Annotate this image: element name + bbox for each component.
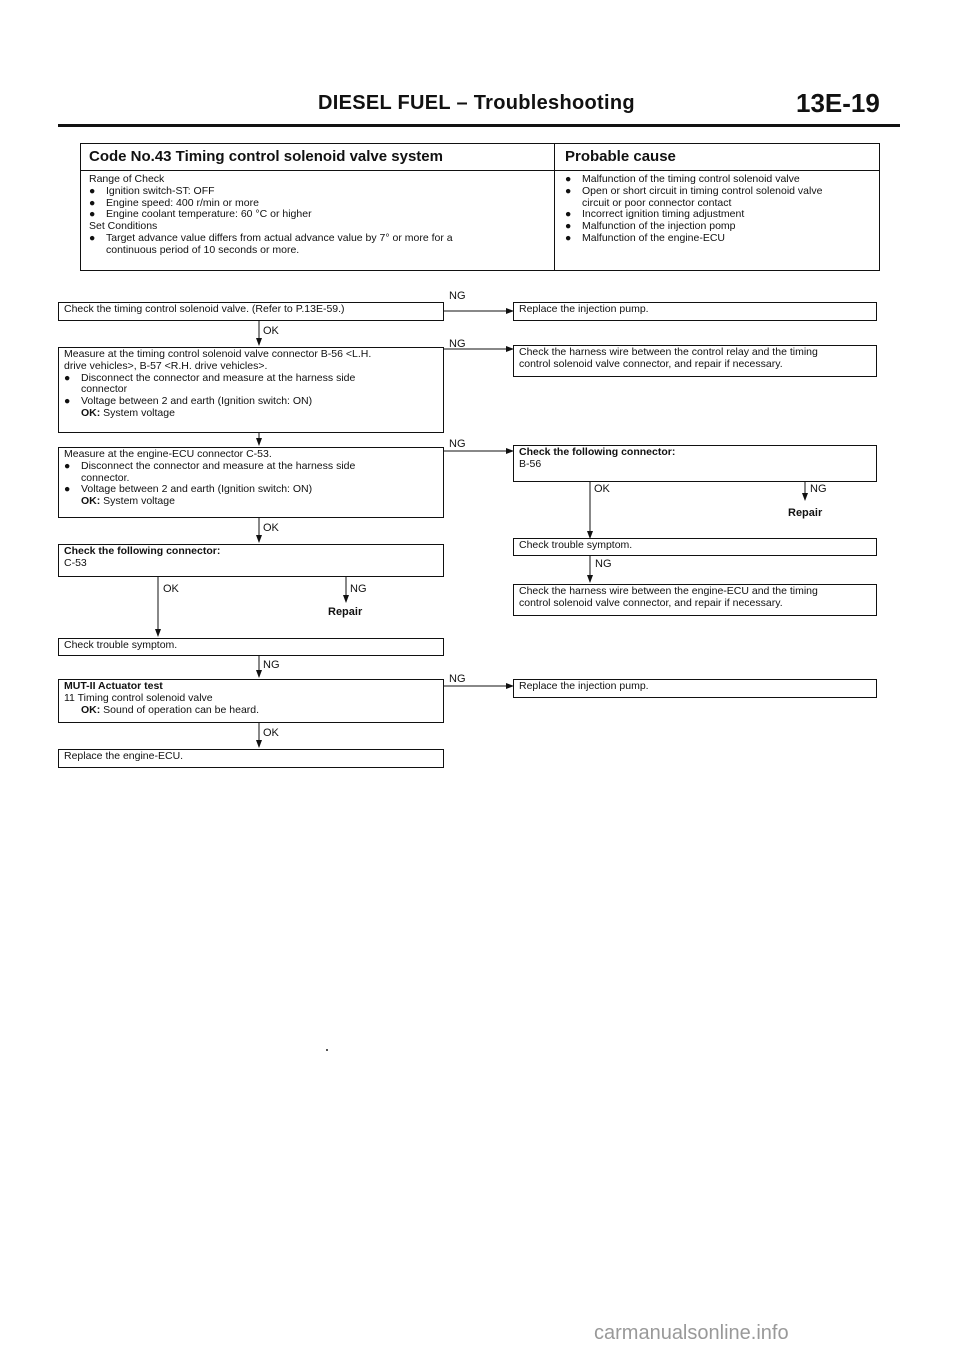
ok-label: OK — [263, 727, 279, 739]
list-item-continued: circuit or poor connector contact — [582, 196, 732, 209]
result-check-trouble-symptom: Check trouble symptom. — [513, 538, 877, 556]
step-measure-ecu-connector: Measure at the engine-ECU connector C-53. ● Disconnect the connector and measure at the harness side connector. ● Voltage between 2 and earth (Ignition switch: ON) OK: System voltage — [58, 447, 444, 518]
result-check-harness-engine-ecu: Check the harness wire between the engine-ECU and the timing control solenoid valve connector, and repair if necessary. — [513, 584, 877, 616]
step-check-connector-c53: Check the following connector: C-53 — [58, 544, 444, 577]
ng-label: NG — [810, 483, 827, 495]
ng-label: NG — [350, 583, 367, 595]
code-title: Code No.43 Timing control solenoid valve system — [89, 148, 443, 165]
result-check-connector-b56: Check the following connector: B-56 — [513, 445, 877, 482]
page-title: DIESEL FUEL – Troubleshooting — [318, 92, 635, 114]
list-item: ● Malfunction of the timing control solenoid valve — [565, 173, 800, 185]
step-measure-solenoid-connector: Measure at the timing control solenoid valve connector B-56 <L.H. drive vehicles>, B-57 <R.H. drive vehicles>. ● Disconnect the connector and measure at the harness side connector ● Voltage between 2 and earth (Ignition switch: ON) OK: System voltage — [58, 347, 444, 433]
list-item-continued: continuous period of 10 seconds or more. — [106, 243, 300, 256]
scan-speck — [326, 1049, 328, 1051]
ng-label: NG — [449, 338, 466, 350]
step-check-solenoid-valve: Check the timing control solenoid valve. (Refer to P.13E-59.) — [58, 302, 444, 321]
page-number: 13E-19 — [796, 88, 880, 118]
list-item: ● Malfunction of the engine-ECU — [565, 231, 725, 244]
range-label: Range of Check — [89, 173, 165, 185]
result-check-harness-control-relay: Check the harness wire between the control relay and the timing control solenoid valve connector, and repair if necessary. — [513, 345, 877, 377]
repair-label: Repair — [328, 606, 363, 618]
list-item: ● Open or short circuit in timing control solenoid valve — [565, 184, 823, 197]
ng-label: NG — [449, 673, 466, 685]
ng-label: NG — [263, 659, 280, 671]
step-mut-actuator-test: MUT-II Actuator test 11 Timing control solenoid valve OK: Sound of operation can be heard. — [58, 679, 444, 723]
ok-label: OK — [263, 325, 279, 337]
ng-label: NG — [449, 438, 466, 450]
ng-label: NG — [449, 290, 466, 302]
set-label: Set Conditions — [89, 220, 158, 233]
list-item: ● Malfunction of the injection pomp — [565, 220, 736, 233]
list-item: ● Incorrect ignition timing adjustment — [565, 208, 745, 221]
list-item: ● Ignition switch-ST: OFF — [89, 184, 215, 197]
ok-label: OK — [263, 522, 279, 534]
watermark: carmanualsonline.info — [594, 1322, 789, 1344]
list-item: ● Engine speed: 400 r/min or more — [89, 196, 259, 209]
result-replace-injection-pump-2: Replace the injection pump. — [513, 679, 877, 698]
list-item: ● Target advance value differs from actual advance value by 7° or more for a — [89, 231, 453, 244]
step-replace-engine-ecu: Replace the engine-ECU. — [58, 749, 444, 768]
step-check-trouble-symptom: Check trouble symptom. — [58, 638, 444, 656]
probable-cause-title: Probable cause — [565, 148, 676, 165]
ng-label: NG — [595, 558, 612, 570]
ok-label: OK — [163, 583, 179, 595]
repair-label: Repair — [788, 507, 823, 519]
ok-label: OK — [594, 483, 610, 495]
result-replace-injection-pump: Replace the injection pump. — [513, 302, 877, 321]
list-item: ● Engine coolant temperature: 60 °C or higher — [89, 208, 312, 221]
